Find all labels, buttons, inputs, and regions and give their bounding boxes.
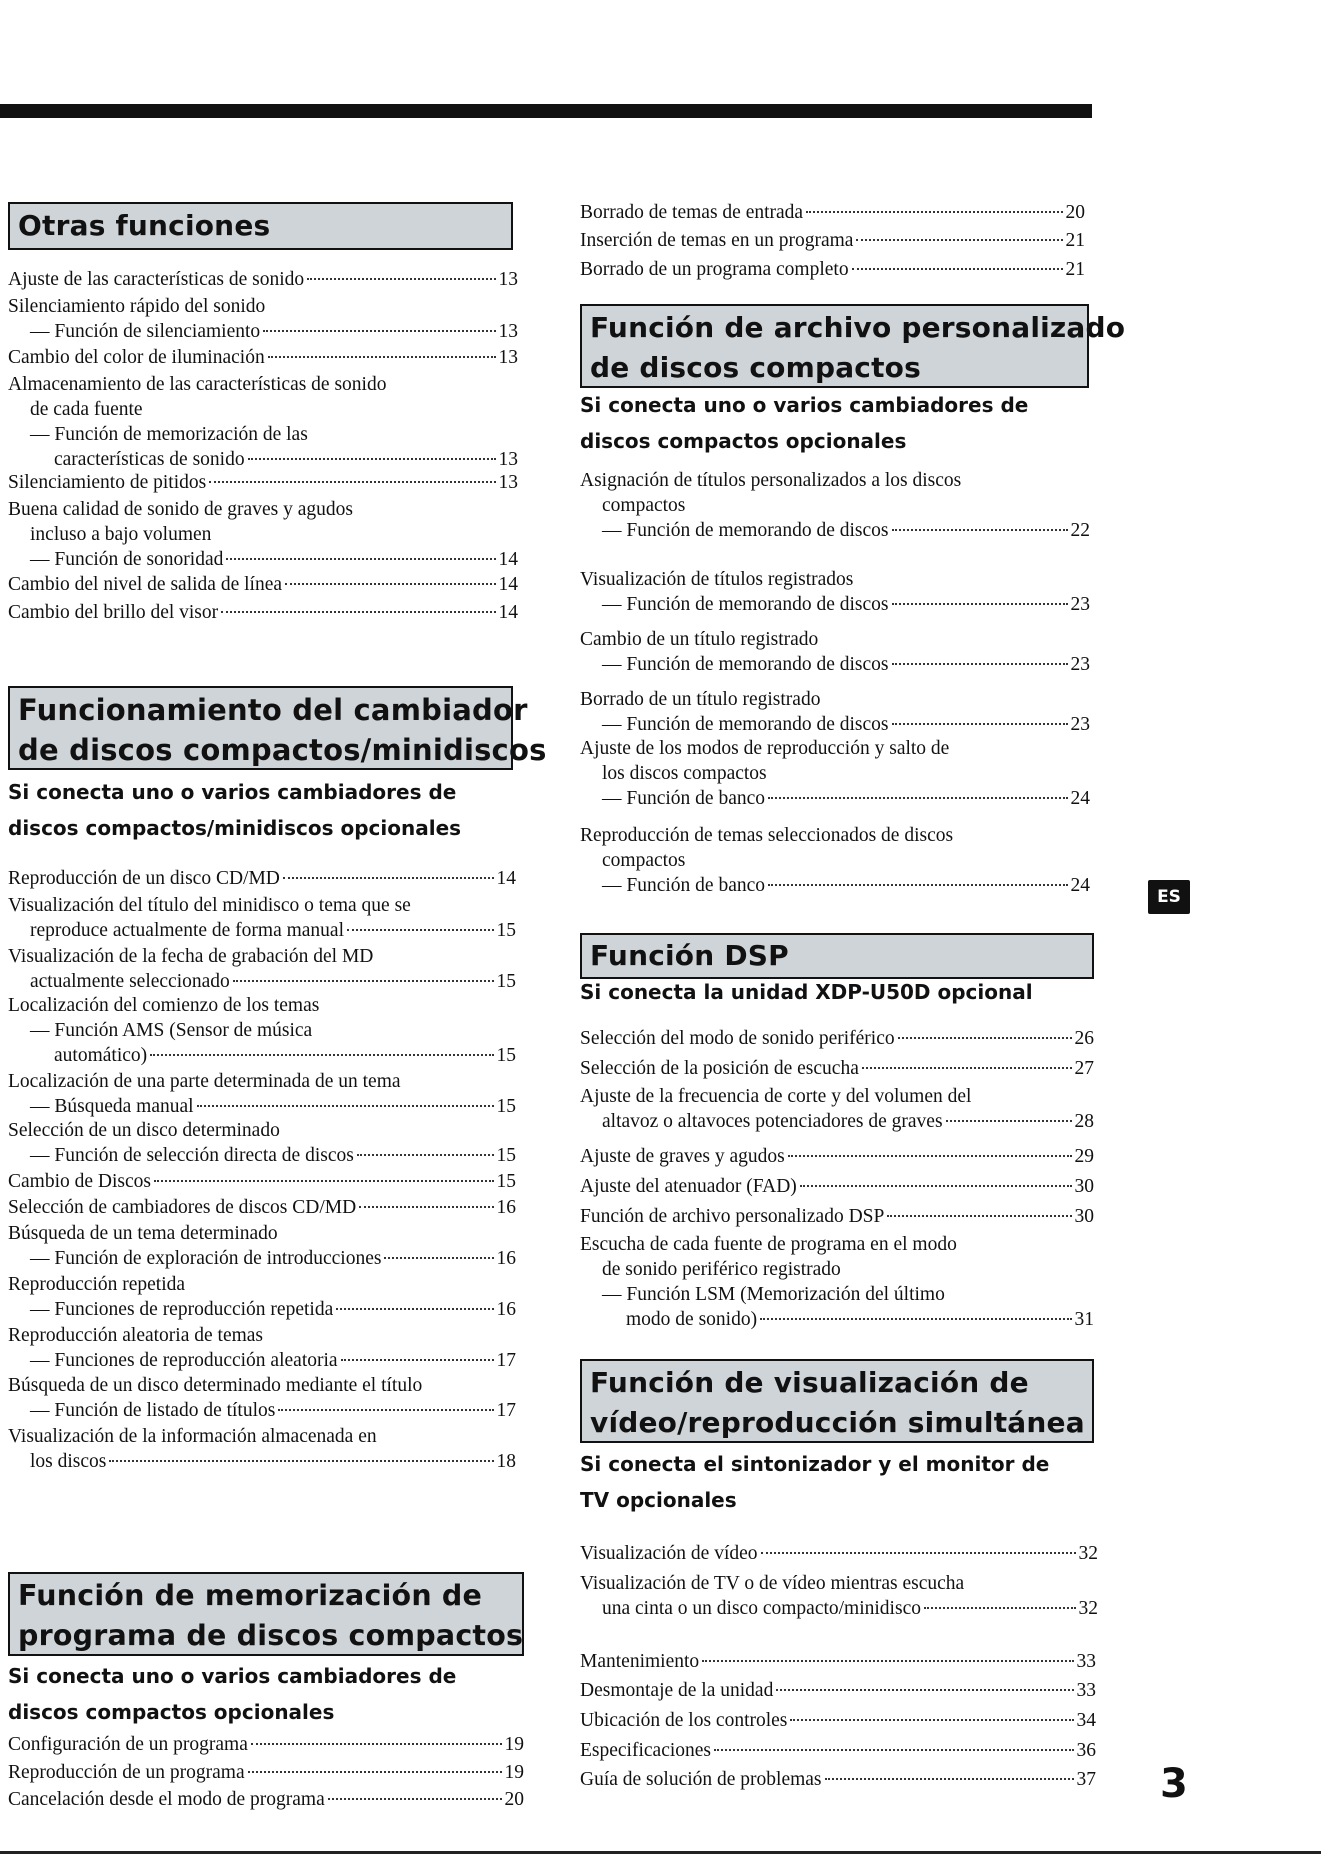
- dot-leader: [946, 1120, 1072, 1122]
- toc-entry-text: los discos: [30, 1451, 107, 1472]
- toc-page-number: 32: [1078, 1598, 1098, 1619]
- toc-page-number: 32: [1078, 1543, 1098, 1564]
- toc-entry: [580, 200, 1085, 225]
- toc-page-number: 13: [498, 449, 518, 470]
- toc-entry-text: — Función LSM (Memorización del último: [602, 1284, 945, 1305]
- dot-leader: [892, 663, 1068, 665]
- toc-entry: [8, 893, 516, 943]
- dot-leader: [892, 723, 1068, 725]
- subhead-line: Si conecta uno o varios cambiadores de: [8, 1664, 457, 1688]
- toc-page-number: 15: [496, 1045, 516, 1066]
- subhead-line: Si conecta el sintonizador y el monitor de: [580, 1452, 1050, 1476]
- toc-entry: [8, 1373, 516, 1423]
- toc-entry-text: Cambio de un título registrado: [580, 629, 819, 650]
- toc-entry: [8, 866, 516, 891]
- dot-leader: [768, 797, 1067, 799]
- toc-page-number: 14: [498, 549, 518, 570]
- toc-entry: [580, 1056, 1094, 1081]
- toc-entry: [580, 1204, 1094, 1229]
- dot-leader: [307, 278, 495, 280]
- toc-entry: [580, 567, 1090, 617]
- toc-entry-text: — Función AMS (Sensor de música: [30, 1020, 313, 1041]
- dot-leader: [263, 330, 495, 332]
- section-header-line: Función de visualización de: [590, 1366, 1029, 1399]
- toc-entry: [8, 944, 516, 994]
- toc-page-number: 16: [496, 1197, 516, 1218]
- toc-entry: [8, 497, 518, 572]
- section-header-otras-funciones: [8, 202, 513, 250]
- toc-entry-text: Localización de una parte determinada de un tema: [8, 1071, 401, 1092]
- subhead-video: [580, 1446, 1049, 1518]
- toc-entry-text: Reproducción de un programa: [8, 1762, 245, 1783]
- dot-leader: [856, 239, 1062, 241]
- dot-leader: [761, 1552, 1076, 1554]
- dot-leader: [714, 1749, 1073, 1751]
- toc-entry-text: — Funciones de reproducción aleatoria: [30, 1350, 338, 1371]
- dot-leader: [197, 1105, 494, 1107]
- toc-page-number: 26: [1074, 1028, 1094, 1049]
- toc-entry: [8, 1323, 516, 1373]
- toc-entry-text: Visualización del título del minidisco o tema que se: [8, 895, 411, 916]
- dot-leader: [347, 929, 493, 931]
- toc-entry: [8, 1424, 516, 1474]
- toc-page-number: 28: [1074, 1111, 1094, 1132]
- toc-entry: [580, 1649, 1096, 1674]
- toc-entry: [580, 1144, 1094, 1169]
- dot-leader: [283, 877, 494, 879]
- toc-entry-text: Visualización de la información almacenada en: [8, 1426, 377, 1447]
- dot-leader: [251, 1743, 502, 1745]
- dot-leader: [328, 1798, 502, 1800]
- subhead-line: Si conecta uno o varios cambiadores de: [580, 393, 1029, 417]
- dot-leader: [790, 1719, 1073, 1721]
- toc-entry-text: Visualización de la fecha de grabación del MD: [8, 946, 374, 967]
- toc-entry-text: automático): [54, 1045, 148, 1066]
- toc-page-number: 23: [1070, 594, 1090, 615]
- toc-entry-text: — Función de memorando de discos: [602, 714, 889, 735]
- toc-entry: [8, 372, 518, 472]
- toc-entry: [8, 1732, 524, 1757]
- toc-page-number: 15: [496, 920, 516, 941]
- toc-entry-text: características de sonido: [54, 449, 245, 470]
- toc-entry: [580, 736, 1090, 811]
- toc-entry: [580, 1026, 1094, 1051]
- section-header-line: Función de archivo personalizado: [590, 311, 1126, 344]
- toc-page-number: 20: [504, 1789, 524, 1810]
- toc-entry-text: Localización del comienzo de los temas: [8, 995, 320, 1016]
- toc-page-number: 27: [1074, 1058, 1094, 1079]
- toc-entry: [8, 294, 518, 344]
- toc-entry: [580, 1738, 1096, 1763]
- toc-entry-text: Mantenimiento: [580, 1651, 700, 1672]
- toc-entry-text: Búsqueda de un tema determinado: [8, 1223, 278, 1244]
- toc-page-number: 30: [1074, 1176, 1094, 1197]
- subhead-line: discos compactos/minidiscos opcionales: [8, 816, 462, 840]
- toc-entry-text: Inserción de temas en un programa: [580, 230, 854, 251]
- toc-entry-text: Ajuste de graves y agudos: [580, 1146, 785, 1167]
- toc-entry: [8, 1195, 516, 1220]
- toc-page-number: 30: [1074, 1206, 1094, 1227]
- dot-leader: [862, 1067, 1072, 1069]
- section-header-line: de discos compactos: [590, 351, 921, 384]
- toc-entry-text: Borrado de temas de entrada: [580, 202, 804, 223]
- toc-page-number: 31: [1074, 1309, 1094, 1330]
- toc-page-number: 17: [496, 1400, 516, 1421]
- toc-entry-text: — Búsqueda manual: [30, 1096, 194, 1117]
- subhead-line: TV opcionales: [580, 1488, 737, 1512]
- toc-entry-text: modo de sonido): [626, 1309, 758, 1330]
- subhead-cambiador: [8, 774, 461, 846]
- toc-page-number: 19: [504, 1762, 524, 1783]
- toc-entry-text: Cambio del brillo del visor: [8, 602, 219, 623]
- toc-entry-text: — Función de exploración de introducciones: [30, 1248, 382, 1269]
- toc-entry-text: Desmontaje de la unidad: [580, 1680, 774, 1701]
- toc-entry: [8, 572, 518, 597]
- dot-leader: [357, 1154, 494, 1156]
- dot-leader: [278, 1409, 493, 1411]
- top-rule: [0, 104, 1092, 118]
- dot-leader: [384, 1257, 493, 1259]
- toc-entry: [580, 627, 1090, 677]
- dot-leader: [776, 1689, 1073, 1691]
- toc-entry-text: Selección de la posición de escucha: [580, 1058, 859, 1079]
- toc-entry-text: Visualización de TV o de vídeo mientras escucha: [580, 1573, 965, 1594]
- section-header-dsp: [580, 933, 1094, 979]
- toc-entry: [8, 1787, 524, 1812]
- toc-entry-text: Configuración de un programa: [8, 1734, 248, 1755]
- toc-entry: [8, 267, 518, 292]
- toc-entry-text: Especificaciones: [580, 1740, 712, 1761]
- toc-page-number: 21: [1065, 230, 1085, 251]
- subhead-dsp: [580, 974, 1033, 1010]
- dot-leader: [892, 529, 1068, 531]
- toc-entry-text: Selección de un disco determinado: [8, 1120, 280, 1141]
- dot-leader: [268, 356, 496, 358]
- toc-entry-text: — Función de memorando de discos: [602, 654, 889, 675]
- dot-leader: [702, 1660, 1073, 1662]
- toc-entry-text: Visualización de títulos registrados: [580, 569, 854, 590]
- toc-page-number: 14: [496, 868, 516, 889]
- toc-entry: [580, 228, 1085, 253]
- toc-entry: [580, 687, 1090, 737]
- toc-entry: [8, 345, 518, 370]
- toc-entry: [8, 470, 518, 495]
- toc-page-number: 15: [496, 1145, 516, 1166]
- dot-leader: [336, 1308, 493, 1310]
- toc-entry-text: Cambio de Discos: [8, 1171, 151, 1192]
- dot-leader: [768, 884, 1067, 886]
- dot-leader: [248, 458, 496, 460]
- subhead-line: discos compactos opcionales: [580, 429, 907, 453]
- toc-page-number: 13: [498, 347, 518, 368]
- dot-leader: [800, 1185, 1072, 1187]
- dot-leader: [924, 1607, 1076, 1609]
- toc-entry-text: Silenciamiento rápido del sonido: [8, 296, 266, 317]
- dot-leader: [248, 1771, 502, 1773]
- dot-leader: [109, 1460, 493, 1462]
- language-tab: ES: [1148, 880, 1190, 914]
- toc-entry-text: — Función de sonoridad: [30, 549, 224, 570]
- toc-entry-text: Cancelación desde el modo de programa: [8, 1789, 325, 1810]
- dot-leader: [150, 1054, 493, 1056]
- toc-entry: [580, 1708, 1096, 1733]
- toc-page-number: 15: [496, 1171, 516, 1192]
- toc-entry: [8, 1118, 516, 1168]
- dot-leader: [806, 211, 1062, 213]
- section-header-line: Función de memorización de: [18, 1579, 483, 1612]
- dot-leader: [898, 1037, 1072, 1039]
- toc-page-number: 19: [504, 1734, 524, 1755]
- toc-page-number: 24: [1070, 788, 1090, 809]
- toc-entry-text: — Función de banco: [602, 788, 766, 809]
- toc-entry-text: Ajuste de las características de sonido: [8, 269, 305, 290]
- toc-page-number: 16: [496, 1299, 516, 1320]
- toc-entry-text: Función de archivo personalizado DSP: [580, 1206, 885, 1227]
- toc-entry-text: — Función de selección directa de discos: [30, 1145, 354, 1166]
- toc-page-number: 13: [498, 321, 518, 342]
- toc-entry: [580, 823, 1090, 898]
- dot-leader: [285, 583, 496, 585]
- toc-entry: [580, 257, 1085, 282]
- dot-leader: [233, 980, 494, 982]
- toc-page-number: 14: [498, 602, 518, 623]
- toc-entry: [8, 993, 516, 1068]
- toc-entry: [8, 1169, 516, 1194]
- toc-page-number: 33: [1076, 1651, 1096, 1672]
- toc-entry: [8, 1221, 516, 1271]
- toc-entry-text: — Función de memorando de discos: [602, 594, 889, 615]
- toc-entry: [580, 1767, 1096, 1792]
- toc-entry-text: Silenciamiento de pitidos: [8, 472, 207, 493]
- toc-entry: [8, 1069, 516, 1119]
- toc-entry-text: compactos: [602, 495, 686, 516]
- dot-leader: [341, 1359, 494, 1361]
- page-number: 3: [1160, 1761, 1188, 1807]
- subhead-line: Si conecta la unidad XDP-U50D opcional: [580, 980, 1033, 1004]
- toc-entry-text: Ajuste de la frecuencia de corte y del volumen del: [580, 1086, 972, 1107]
- toc-entry-text: Borrado de un título registrado: [580, 689, 821, 710]
- toc-entry-text: Ajuste del atenuador (FAD): [580, 1176, 797, 1197]
- section-header-line: vídeo/reproducción simultánea: [590, 1406, 1085, 1439]
- toc-page-number: 15: [496, 971, 516, 992]
- toc-page-number: 29: [1074, 1146, 1094, 1167]
- toc-entry: [8, 600, 518, 625]
- toc-page-number: 21: [1065, 259, 1085, 280]
- toc-entry: [580, 1084, 1094, 1134]
- toc-entry-text: — Función de memorización de las: [30, 424, 308, 445]
- dot-leader: [887, 1215, 1071, 1217]
- toc-page-number: 24: [1070, 875, 1090, 896]
- toc-entry-text: — Función de memorando de discos: [602, 520, 889, 541]
- toc-entry: [8, 1760, 524, 1785]
- toc-entry-text: una cinta o un disco compacto/minidisco: [602, 1598, 921, 1619]
- toc-entry-text: compactos: [602, 850, 686, 871]
- toc-entry-text: los discos compactos: [602, 763, 767, 784]
- toc-entry-text: Reproducción repetida: [8, 1274, 186, 1295]
- toc-page-number: 14: [498, 574, 518, 595]
- toc-page-number: 34: [1076, 1710, 1096, 1731]
- toc-entry-text: de sonido periférico registrado: [602, 1259, 841, 1280]
- toc-page-number: 23: [1070, 714, 1090, 735]
- section-header-line: Función DSP: [590, 939, 789, 972]
- toc-entry-text: actualmente seleccionado: [30, 971, 230, 992]
- toc-page-number: 18: [496, 1451, 516, 1472]
- section-header-cambiador: [8, 686, 547, 770]
- dot-leader: [359, 1206, 493, 1208]
- section-header-programa: [8, 1572, 524, 1656]
- bottom-rule: [0, 1851, 1321, 1854]
- toc-entry-text: Ajuste de los modos de reproducción y salto de: [580, 738, 950, 759]
- toc-entry-text: Borrado de un programa completo: [580, 259, 849, 280]
- section-header-video: [580, 1359, 1094, 1443]
- toc-page-number: 36: [1076, 1740, 1096, 1761]
- toc-entry-text: — Funciones de reproducción repetida: [30, 1299, 334, 1320]
- dot-leader: [154, 1180, 494, 1182]
- toc-page-number: 13: [498, 269, 518, 290]
- toc-entry-text: Cambio del color de iluminación: [8, 347, 265, 368]
- section-header-line: programa de discos compactos: [18, 1619, 524, 1652]
- toc-entry: [580, 468, 1090, 543]
- toc-entry-text: Visualización de vídeo: [580, 1543, 758, 1564]
- dot-leader: [221, 611, 495, 613]
- toc-entry: [580, 1571, 1098, 1621]
- dot-leader: [892, 603, 1068, 605]
- toc-page-number: 20: [1065, 202, 1085, 223]
- toc-entry-text: Reproducción aleatoria de temas: [8, 1325, 264, 1346]
- section-header-line: Otras funciones: [18, 209, 271, 242]
- toc-entry-text: Guía de solución de problemas: [580, 1769, 822, 1790]
- toc-entry-text: Cambio del nivel de salida de línea: [8, 574, 282, 595]
- toc-entry-text: reproduce actualmente de forma manual: [30, 920, 345, 941]
- toc-page-number: 16: [496, 1248, 516, 1269]
- toc-page-number: 33: [1076, 1680, 1096, 1701]
- toc-entry: [580, 1541, 1098, 1566]
- toc-entry-text: Selección del modo de sonido periférico: [580, 1028, 895, 1049]
- toc-entry-text: Selección de cambiadores de discos CD/MD: [8, 1197, 357, 1218]
- subhead-programa: [8, 1658, 456, 1730]
- subhead-line: discos compactos opcionales: [8, 1700, 335, 1724]
- dot-leader: [209, 481, 495, 483]
- dot-leader: [788, 1155, 1072, 1157]
- toc-entry-text: Ubicación de los controles: [580, 1710, 788, 1731]
- toc-entry-text: — Función de banco: [602, 875, 766, 896]
- subhead-archivo: [580, 387, 1028, 459]
- toc-entry-text: altavoz o altavoces potenciadores de graves: [602, 1111, 943, 1132]
- toc-entry-text: Asignación de títulos personalizados a los discos: [580, 470, 962, 491]
- toc-entry-text: Buena calidad de sonido de graves y agudos: [8, 499, 353, 520]
- toc-entry-text: Almacenamiento de las características de sonido: [8, 374, 387, 395]
- toc-entry: [8, 1272, 516, 1322]
- toc-page-number: 23: [1070, 654, 1090, 675]
- toc-entry: [580, 1174, 1094, 1199]
- toc-entry: [580, 1232, 1094, 1332]
- dot-leader: [852, 268, 1063, 270]
- subhead-line: Si conecta uno o varios cambiadores de: [8, 780, 457, 804]
- toc-page-number: 15: [496, 1096, 516, 1117]
- section-header-line: Funcionamiento del cambiador: [18, 693, 528, 727]
- section-header-archivo: [580, 304, 1126, 388]
- dot-leader: [226, 558, 495, 560]
- toc-entry-text: incluso a bajo volumen: [30, 524, 212, 545]
- toc-page-number: 17: [496, 1350, 516, 1371]
- toc-entry-text: Búsqueda de un disco determinado mediante el título: [8, 1375, 423, 1396]
- toc-entry-text: Reproducción de temas seleccionados de discos: [580, 825, 954, 846]
- toc-entry-text: — Función de silenciamiento: [30, 321, 261, 342]
- toc-page-number: 22: [1070, 520, 1090, 541]
- dot-leader: [825, 1778, 1074, 1780]
- toc-entry-text: Escucha de cada fuente de programa en el modo: [580, 1234, 957, 1255]
- toc-page-number: 13: [498, 472, 518, 493]
- toc-entry-text: Reproducción de un disco CD/MD: [8, 868, 280, 889]
- toc-page-number: 37: [1076, 1769, 1096, 1790]
- toc-entry-text: de cada fuente: [30, 399, 143, 420]
- toc-entry-text: — Función de listado de títulos: [30, 1400, 276, 1421]
- section-header-line: de discos compactos/minidiscos: [18, 733, 547, 767]
- dot-leader: [760, 1318, 1071, 1320]
- toc-entry: [580, 1678, 1096, 1703]
